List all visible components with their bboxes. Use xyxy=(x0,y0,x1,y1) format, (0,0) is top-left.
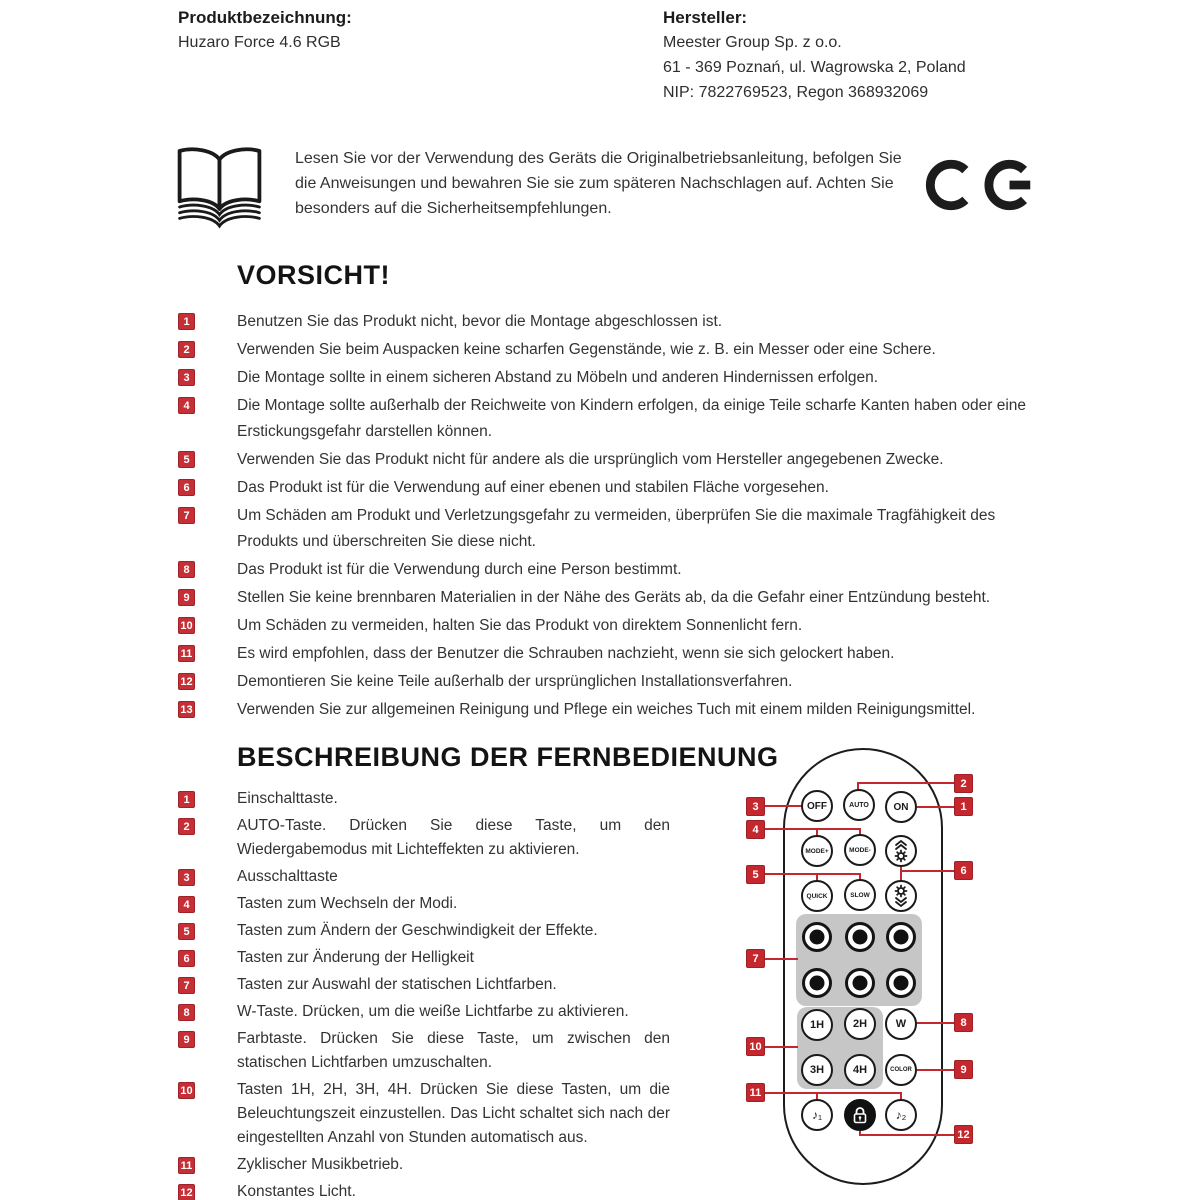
item-number-badge: 5 xyxy=(178,923,195,940)
callout-9: 9 xyxy=(954,1060,973,1079)
item-text: Die Montage sollte in einem sicheren Abstand zu Möbeln und anderen Hindernissen erfolgen. xyxy=(237,369,879,386)
item-number-badge: 10 xyxy=(178,617,195,634)
product-name: Huzaro Force 4.6 RGB xyxy=(178,34,341,51)
callout-12: 12 xyxy=(954,1125,973,1144)
item-text: Stellen Sie keine brennbaren Materialien in der Nähe des Geräts ab, da die Gefahr einer Entzündung besteht. xyxy=(237,589,991,606)
auto-button: AUTO xyxy=(843,789,875,821)
item-number-badge: 3 xyxy=(178,869,195,886)
item-number-badge: 4 xyxy=(178,397,195,414)
item-text: Tasten 1H, 2H, 3H, 4H. Drücken Sie diese Tasten, um die Beleuchtungszeit einzustellen. Das Licht schaltet sich nach der eingestellten Anzahl von Stunden automatisch aus. xyxy=(237,1081,670,1146)
item-text: Um Schäden am Produkt und Verletzungsgefahr zu vermeiden, überprüfen Sie die maximale Tragfähigkeit des Produkts und überschreiten Sie diese nicht. xyxy=(237,507,996,550)
list-item xyxy=(178,641,1028,667)
off-button: OFF xyxy=(801,790,833,822)
item-number-badge: 7 xyxy=(178,507,195,524)
item-number-badge: 2 xyxy=(178,341,195,358)
static-color-button xyxy=(886,968,916,998)
item-number-badge: 10 xyxy=(178,1082,195,1099)
item-number-badge: 7 xyxy=(178,977,195,994)
item-text: Farbtaste. Drücken Sie diese Taste, um zwischen den statischen Lichtfarben umzuschalten. xyxy=(237,1030,670,1071)
list-item xyxy=(178,1180,670,1200)
item-text: Verwenden Sie beim Auspacken keine scharfen Gegenstände, wie z. B. ein Messer oder eine Schere. xyxy=(237,341,936,358)
item-number-badge: 1 xyxy=(178,313,195,330)
lock-icon xyxy=(844,1099,876,1131)
item-text: Ausschalttaste xyxy=(237,868,338,885)
list-item xyxy=(178,447,1028,473)
static-color-button xyxy=(845,968,875,998)
item-number-badge: 6 xyxy=(178,950,195,967)
item-number-badge: 9 xyxy=(178,1031,195,1048)
item-number-badge: 13 xyxy=(178,701,195,718)
remote-description-list xyxy=(178,787,670,1200)
static-color-button xyxy=(802,968,832,998)
item-number-badge: 12 xyxy=(178,673,195,690)
callout-5: 5 xyxy=(746,865,765,884)
brightness-down-icon xyxy=(885,880,917,912)
list-item xyxy=(178,365,1028,391)
callout-line xyxy=(765,805,802,807)
item-number-badge: 9 xyxy=(178,589,195,606)
list-item xyxy=(178,919,670,943)
static-color-button xyxy=(845,922,875,952)
mode-plus-button: MODE+ xyxy=(801,835,833,867)
callout-4: 4 xyxy=(746,820,765,839)
item-text: Zyklischer Musikbetrieb. xyxy=(237,1156,404,1173)
list-item xyxy=(178,787,670,811)
music-mode-1-button: ♪₁ xyxy=(801,1099,833,1131)
manufacturer-block xyxy=(663,5,966,105)
caution-list xyxy=(178,309,1028,725)
callout-line xyxy=(765,873,861,875)
item-text: Um Schäden zu vermeiden, halten Sie das Produkt von direktem Sonnenlicht fern. xyxy=(237,617,803,634)
timer-1h-button: 1H xyxy=(801,1009,833,1041)
callout-line xyxy=(857,782,954,784)
item-text: AUTO-Taste. Drücken Sie diese Taste, um den Wiedergabemodus mit Lichteffekten zu aktivieren. xyxy=(237,817,670,858)
timer-2h-button: 2H xyxy=(844,1008,876,1040)
callout-line xyxy=(765,1092,902,1094)
list-item xyxy=(178,1027,670,1075)
callout-7: 7 xyxy=(746,949,765,968)
list-item xyxy=(178,557,1028,583)
item-number-badge: 8 xyxy=(178,1004,195,1021)
list-item xyxy=(178,865,670,889)
list-item xyxy=(178,475,1028,501)
item-text: Verwenden Sie zur allgemeinen Reinigung und Pflege ein weiches Tuch mit einem milden Reinigungsmittel. xyxy=(237,701,976,718)
item-text: Demontieren Sie keine Teile außerhalb der ursprünglichen Installationsverfahren. xyxy=(237,673,793,690)
item-text: W-Taste. Drücken, um die weiße Lichtfarbe zu aktivieren. xyxy=(237,1003,629,1020)
callout-line xyxy=(765,1046,798,1048)
callout-line xyxy=(917,806,954,808)
remote-control-diagram xyxy=(740,748,992,1200)
notice-text: Lesen Sie vor der Verwendung des Geräts die Originalbetriebsanleitung, befolgen Sie die Anweisungen und bewahren Sie sie zum späteren Nachschlagen auf. Achten Sie besonders auf die Sicherheitsempfehlungen. xyxy=(295,150,902,217)
list-item xyxy=(178,585,1028,611)
item-text: Tasten zum Ändern der Geschwindigkeit der Effekte. xyxy=(237,922,598,939)
item-text: Verwenden Sie das Produkt nicht für andere als die ursprünglich vom Hersteller angegebenen Zwecke. xyxy=(237,451,944,468)
callout-line xyxy=(917,1022,954,1024)
callout-6: 6 xyxy=(954,861,973,880)
callout-11: 11 xyxy=(746,1083,765,1102)
list-item xyxy=(178,973,670,997)
item-text: Tasten zur Änderung der Helligkeit xyxy=(237,949,474,966)
item-number-badge: 3 xyxy=(178,369,195,386)
item-text: Benutzen Sie das Produkt nicht, bevor die Montage abgeschlossen ist. xyxy=(237,313,723,330)
open-book-icon xyxy=(172,142,267,239)
callout-line xyxy=(765,958,798,960)
item-text: Es wird empfohlen, dass der Benutzer die Schrauben nachzieht, wenn sie sich gelockert haben. xyxy=(237,645,895,662)
music-mode-2-button: ♪₂ xyxy=(885,1099,917,1131)
item-text: Einschalttaste. xyxy=(237,790,338,807)
callout-line xyxy=(859,1134,954,1136)
quick-button: QUICK xyxy=(801,880,833,912)
list-item xyxy=(178,1078,670,1150)
item-text: Das Produkt ist für die Verwendung auf einer ebenen und stabilen Fläche vorgesehen. xyxy=(237,479,829,496)
list-item xyxy=(178,946,670,970)
callout-line xyxy=(765,828,861,830)
list-item xyxy=(178,503,1028,555)
manufacturer-name: Meester Group Sp. z o.o. xyxy=(663,34,842,51)
item-number-badge: 11 xyxy=(178,645,195,662)
item-text: Die Montage sollte außerhalb der Reichweite von Kindern erfolgen, da einige Teile scharfe Kanten haben oder eine Erstickungsgefahr darstellen können. xyxy=(237,397,1027,440)
item-number-badge: 8 xyxy=(178,561,195,578)
item-number-badge: 6 xyxy=(178,479,195,496)
item-number-badge: 2 xyxy=(178,818,195,835)
callout-10: 10 xyxy=(746,1037,765,1056)
list-item xyxy=(178,393,1028,445)
callout-3: 3 xyxy=(746,797,765,816)
callout-1: 1 xyxy=(954,797,973,816)
callout-line xyxy=(900,870,954,872)
item-text: Konstantes Licht. xyxy=(237,1183,356,1200)
on-button: ON xyxy=(885,791,917,823)
item-number-badge: 12 xyxy=(178,1184,195,1200)
color-button: COLOR xyxy=(885,1054,917,1086)
item-text: Tasten zum Wechseln der Modi. xyxy=(237,895,458,912)
manufacturer-ids: NIP: 7822769523, Regon 368932069 xyxy=(663,84,929,101)
mode-minus-button: MODE- xyxy=(844,834,876,866)
item-number-badge: 1 xyxy=(178,791,195,808)
manufacturer-address: 61 - 369 Poznań, ul. Wagrowska 2, Poland xyxy=(663,59,966,76)
product-label: Produktbezeichnung: xyxy=(178,8,352,27)
remote-description-title: BESCHREIBUNG DER FERNBEDIENUNG xyxy=(237,742,779,772)
ce-mark-icon xyxy=(925,143,1037,232)
item-number-badge: 11 xyxy=(178,1157,195,1174)
list-item xyxy=(178,337,1028,363)
white-button: W xyxy=(885,1008,917,1040)
timer-3h-button: 3H xyxy=(801,1054,833,1086)
list-item xyxy=(178,814,670,862)
timer-4h-button: 4H xyxy=(844,1054,876,1086)
list-item xyxy=(178,309,1028,335)
list-item xyxy=(178,613,1028,639)
item-number-badge: 5 xyxy=(178,451,195,468)
list-item xyxy=(178,892,670,916)
static-color-button xyxy=(886,922,916,952)
slow-button: SLOW xyxy=(844,879,876,911)
list-item xyxy=(178,669,1028,695)
item-text: Das Produkt ist für die Verwendung durch eine Person bestimmt. xyxy=(237,561,682,578)
item-number-badge: 4 xyxy=(178,896,195,913)
caution-title: VORSICHT! xyxy=(237,260,390,290)
list-item xyxy=(178,697,1028,723)
list-item xyxy=(178,1000,670,1024)
product-block xyxy=(178,5,352,55)
item-text: Tasten zur Auswahl der statischen Lichtfarben. xyxy=(237,976,557,993)
static-color-button xyxy=(802,922,832,952)
callout-2: 2 xyxy=(954,774,973,793)
callout-8: 8 xyxy=(954,1013,973,1032)
list-item xyxy=(178,1153,670,1177)
manufacturer-label: Hersteller: xyxy=(663,8,748,27)
callout-line xyxy=(917,1069,954,1071)
brightness-up-icon xyxy=(885,835,917,867)
